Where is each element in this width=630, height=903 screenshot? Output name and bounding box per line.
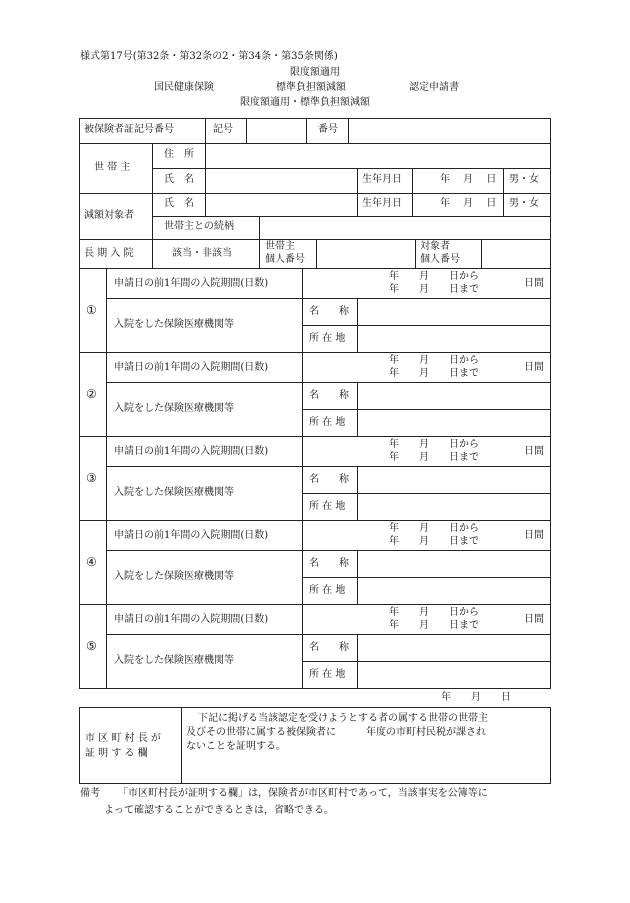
target-birth-value[interactable]: 年 月 日 <box>440 198 497 209</box>
period-label: 申請日の前1年間の入院期間(日数) <box>114 530 269 541</box>
title-right: 認定申請書 <box>409 82 459 93</box>
certification-label-1: 市 区 町 村 長 が <box>85 733 161 744</box>
relation-field[interactable] <box>260 217 549 238</box>
hoh-id-label-2: 個人番号 <box>265 254 305 265</box>
period-from[interactable]: 年 月 日から <box>389 271 479 282</box>
insured-number-label: 被保険者証記号番号 <box>84 124 174 135</box>
hoh-address-label: 住 所 <box>164 149 194 160</box>
remarks-label: 備考 <box>80 788 100 799</box>
period-label: 申請日の前1年間の入院期間(日数) <box>114 614 269 625</box>
hoh-sex-value[interactable]: 男・女 <box>509 174 539 185</box>
period-label: 申請日の前1年間の入院期間(日数) <box>114 278 269 289</box>
institution-label: 入院をした保険医療機関等 <box>114 487 234 498</box>
period-from[interactable]: 年 月 日から <box>389 523 479 534</box>
institution-name-field[interactable] <box>358 299 549 324</box>
institution-name-label: 名 称 <box>309 474 349 485</box>
relation-label: 世帯主との続柄 <box>164 221 234 232</box>
institution-location-label: 所 在 地 <box>309 333 346 344</box>
long-term-applicable[interactable]: 該当・非該当 <box>172 248 232 259</box>
long-term-label: 長 期 入 院 <box>84 248 134 259</box>
certification-label-2: 証 明 す る 欄 <box>85 748 148 759</box>
hoh-id-field[interactable] <box>317 240 414 267</box>
certification-text-1: 下記に掲げる当該認定を受けようとする者の属する世帯の世帯主 <box>198 713 488 724</box>
head-of-household-label: 世 帯 主 <box>94 162 131 173</box>
insured-symbol-field[interactable] <box>247 119 305 142</box>
institution-location-label: 所 在 地 <box>309 501 346 512</box>
institution-location-field[interactable] <box>358 662 549 687</box>
institution-location-field[interactable] <box>358 410 549 435</box>
institution-location-label: 所 在 地 <box>309 417 346 428</box>
insured-number-label-2: 番号 <box>318 124 338 135</box>
institution-location-field[interactable] <box>358 326 549 351</box>
period-to[interactable]: 年 月 日まで <box>389 452 479 463</box>
title-mid: 標準負担額減額 <box>276 82 346 93</box>
certification-text-2: 及びその世帯に属する被保険者に 年度の市町村民税が課され <box>186 727 486 738</box>
period-days[interactable]: 日間 <box>524 278 544 289</box>
period-days[interactable]: 日間 <box>524 530 544 541</box>
insured-symbol-label: 記号 <box>213 124 233 135</box>
target-name-label: 氏 名 <box>164 198 194 209</box>
form-number: 様式第17号(第32条・第32条の2・第34条・第35条関係) <box>80 51 338 62</box>
period-to[interactable]: 年 月 日まで <box>389 536 479 547</box>
entry-number: ⑤ <box>86 639 97 653</box>
institution-name-field[interactable] <box>358 551 549 576</box>
title-bottom: 限度額適用・標準負担額減額 <box>240 97 370 108</box>
entry-number: ③ <box>86 471 97 485</box>
institution-location-label: 所 在 地 <box>309 669 346 680</box>
hoh-address-field[interactable] <box>206 144 549 167</box>
remarks-text-1: 「市区町村長が証明する欄」は，保険者が市区町村であって，当該事実を公簿等に <box>118 788 488 799</box>
institution-location-field[interactable] <box>358 578 549 603</box>
target-id-label-2: 個人番号 <box>420 254 460 265</box>
institution-name-field[interactable] <box>358 383 549 408</box>
period-to[interactable]: 年 月 日まで <box>389 620 479 631</box>
period-from[interactable]: 年 月 日から <box>389 607 479 618</box>
target-sex-value[interactable]: 男・女 <box>509 198 539 209</box>
institution-label: 入院をした保険医療機関等 <box>114 403 234 414</box>
institution-location-field[interactable] <box>358 494 549 519</box>
hoh-birth-value[interactable]: 年 月 日 <box>440 174 497 185</box>
institution-name-field[interactable] <box>358 467 549 492</box>
period-days[interactable]: 日間 <box>524 362 544 373</box>
hoh-birth-label: 生年月日 <box>362 174 402 185</box>
institution-name-label: 名 称 <box>309 642 349 653</box>
institution-name-label: 名 称 <box>309 390 349 401</box>
period-to[interactable]: 年 月 日まで <box>389 368 479 379</box>
date-line[interactable]: 年 月 日 <box>441 692 511 703</box>
target-birth-label: 生年月日 <box>362 198 402 209</box>
period-days[interactable]: 日間 <box>524 614 544 625</box>
period-from[interactable]: 年 月 日から <box>389 355 479 366</box>
institution-name-label: 名 称 <box>309 558 349 569</box>
institution-name-field[interactable] <box>358 635 549 660</box>
period-label: 申請日の前1年間の入院期間(日数) <box>114 446 269 457</box>
institution-name-label: 名 称 <box>309 306 349 317</box>
institution-label: 入院をした保険医療機関等 <box>114 655 234 666</box>
entry-number: ① <box>86 303 97 317</box>
title-left: 国民健康保険 <box>154 82 214 93</box>
institution-label: 入院をした保険医療機関等 <box>114 319 234 330</box>
entry-number: ④ <box>86 555 97 569</box>
institution-location-label: 所 在 地 <box>309 585 346 596</box>
entry-number: ② <box>86 387 97 401</box>
period-label: 申請日の前1年間の入院期間(日数) <box>114 362 269 373</box>
certification-text-3: ないことを証明する。 <box>186 741 286 752</box>
period-days[interactable]: 日間 <box>524 446 544 457</box>
title-top: 限度額適用 <box>290 67 340 78</box>
reduction-target-label: 減額対象者 <box>84 210 134 221</box>
target-id-label-1: 対象者 <box>420 241 450 252</box>
remarks-text-2: よって確認することができるときは，省略できる。 <box>104 805 334 816</box>
period-to[interactable]: 年 月 日まで <box>389 284 479 295</box>
target-id-field[interactable] <box>482 240 549 267</box>
institution-label: 入院をした保険医療機関等 <box>114 571 234 582</box>
period-from[interactable]: 年 月 日から <box>389 439 479 450</box>
hoh-name-field[interactable] <box>206 169 356 192</box>
hoh-name-label: 氏 名 <box>164 174 194 185</box>
insured-number-field[interactable] <box>349 119 549 142</box>
hoh-id-label-1: 世帯主 <box>265 241 295 252</box>
target-name-field[interactable] <box>206 194 356 215</box>
